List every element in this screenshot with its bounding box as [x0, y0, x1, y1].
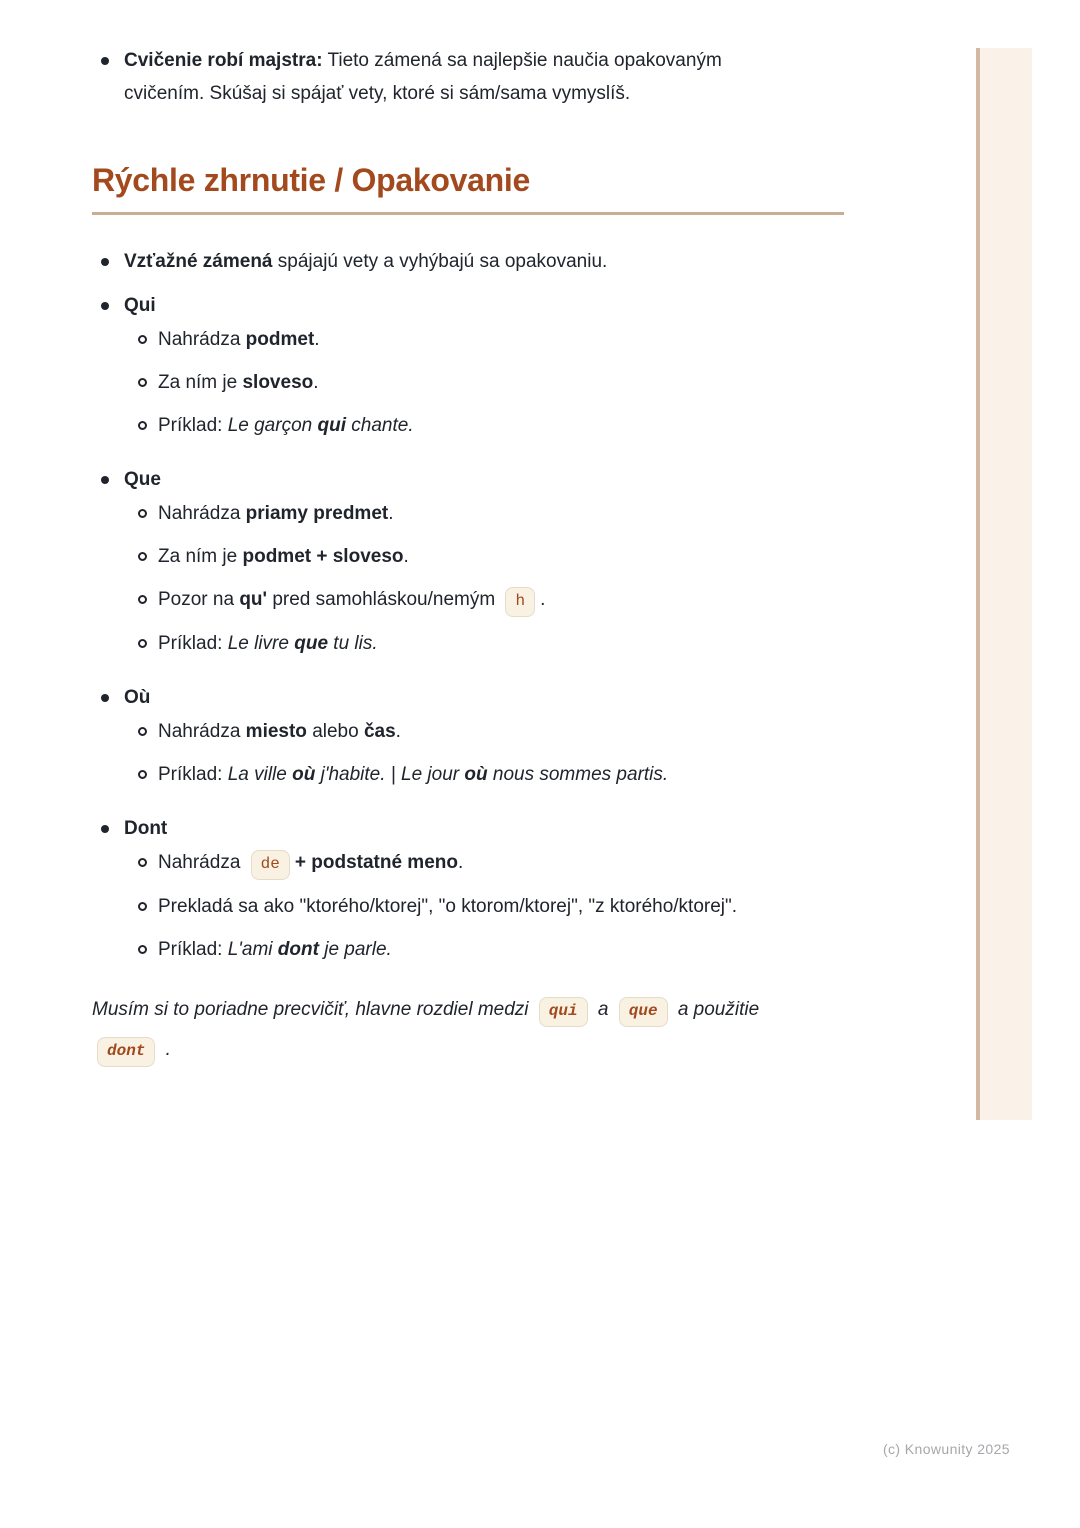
list-item-qui — [92, 289, 844, 322]
text: . — [457, 852, 464, 873]
bullet-circle-icon — [138, 639, 147, 648]
page-margin-strip — [976, 48, 1032, 1120]
example-keyword: que — [294, 633, 329, 654]
text: . — [403, 546, 409, 567]
ou-sublist — [92, 715, 844, 791]
bullet-circle-icon — [138, 378, 147, 387]
text: Nahrádza — [158, 721, 246, 742]
heading-rule — [92, 212, 844, 215]
example-text: Le garçon — [227, 415, 318, 436]
text: Musím si to poriadne precvičiť, hlavne rozdiel medzi — [92, 999, 534, 1020]
intro-line-1 — [124, 44, 722, 77]
example-text: je parle. — [318, 939, 392, 960]
bullet-circle-icon — [138, 552, 147, 561]
code-chip-h: h — [505, 587, 535, 617]
bullet-circle-icon — [138, 595, 147, 604]
bullet-circle-icon — [138, 945, 147, 954]
ou-title: Où — [124, 687, 151, 708]
text: Za ním je — [158, 372, 243, 393]
bold-text: qu' — [239, 589, 268, 610]
bold-text: + podstatné meno — [294, 852, 458, 873]
bold-text: podmet — [245, 329, 315, 350]
bullet-circle-icon — [138, 858, 147, 867]
bold-text: miesto — [245, 721, 307, 742]
text: Nahrádza — [158, 329, 246, 350]
bold-text: podmet + sloveso — [242, 546, 404, 567]
summary-intro-rest: spájajú vety a vyhýbajú sa opakovaniu. — [272, 251, 608, 272]
intro-bullet-item — [92, 44, 844, 110]
qui-example — [92, 409, 844, 442]
que-point-2 — [92, 540, 844, 573]
section-heading: Rýchle zhrnutie / Opakovanie — [92, 162, 530, 198]
list-item-que — [92, 463, 844, 496]
text: . — [540, 589, 546, 610]
footer-copyright: (c) Knowunity 2025 — [882, 1441, 1010, 1457]
example-text: Le livre — [227, 633, 295, 654]
ou-point-1 — [92, 715, 844, 748]
text: . — [388, 503, 394, 524]
text: Nahrádza — [158, 852, 246, 873]
qui-point-1 — [92, 323, 844, 356]
dont-sublist — [92, 846, 844, 966]
intro-rest: Tieto zámená sa najlepšie naučia opakovaným — [322, 50, 722, 71]
example-text: L'ami — [227, 939, 278, 960]
dont-point-1 — [92, 846, 844, 880]
example-keyword: qui — [317, 415, 346, 436]
example-label: Príklad: — [158, 939, 228, 960]
text: Za ním je — [158, 546, 243, 567]
qui-title: Qui — [124, 295, 156, 316]
list-item-intro — [92, 245, 844, 278]
bullet-circle-icon — [138, 902, 147, 911]
text: alebo — [306, 721, 364, 742]
qui-sublist — [92, 323, 844, 442]
closing-line-1 — [92, 990, 844, 1030]
bullet-dot-icon — [101, 694, 109, 702]
bullet-dot-icon — [101, 57, 109, 65]
text: Prekladá sa ako "ktorého/ktorej", "o ktorom/ktorej", "z ktorého/ktorej". — [158, 896, 738, 917]
bullet-dot-icon — [101, 302, 109, 310]
text: . — [160, 1039, 171, 1060]
bullet-circle-icon — [138, 509, 147, 518]
text: a — [592, 999, 614, 1020]
bullet-circle-icon — [138, 727, 147, 736]
code-chip-qui: qui — [539, 997, 588, 1027]
example-text: j'habite. | Le jour — [315, 764, 465, 785]
bold-text: sloveso — [242, 372, 314, 393]
ou-example — [92, 758, 844, 791]
que-point-3 — [92, 583, 844, 617]
text: . — [395, 721, 401, 742]
que-title: Que — [124, 469, 161, 490]
code-chip-de: de — [251, 850, 290, 880]
example-text: nous sommes partis. — [487, 764, 669, 785]
dont-title: Dont — [124, 818, 168, 839]
bold-text: čas — [363, 721, 396, 742]
example-label: Príklad: — [158, 415, 228, 436]
bullet-dot-icon — [101, 825, 109, 833]
que-sublist — [92, 497, 844, 660]
text: . — [314, 329, 320, 350]
notes-content — [92, 44, 844, 1070]
example-keyword: où — [292, 764, 316, 785]
bullet-dot-icon — [101, 258, 109, 266]
text: pred samohláskou/nemým — [267, 589, 501, 610]
summary-intro-bold: Vzťažné zámená — [124, 251, 273, 272]
code-chip-dont: dont — [97, 1037, 155, 1067]
example-label: Príklad: — [158, 764, 228, 785]
example-text: tu lis. — [328, 633, 378, 654]
bullet-dot-icon — [101, 476, 109, 484]
intro-bold-lead: Cvičenie robí majstra: — [124, 50, 323, 71]
list-item-dont — [92, 812, 844, 845]
que-example — [92, 627, 844, 660]
bullet-circle-icon — [138, 335, 147, 344]
dont-example — [92, 933, 844, 966]
bold-text: priamy predmet — [245, 503, 389, 524]
text: Nahrádza — [158, 503, 246, 524]
code-chip-que: que — [619, 997, 668, 1027]
list-item-ou — [92, 681, 844, 714]
text: a použitie — [672, 999, 760, 1020]
example-keyword: dont — [277, 939, 319, 960]
closing-line-2 — [92, 1030, 844, 1070]
example-text: chante. — [346, 415, 414, 436]
example-keyword: où — [464, 764, 488, 785]
intro-bullet-text — [124, 44, 722, 110]
dont-point-2 — [92, 890, 844, 923]
summary-list — [92, 245, 844, 966]
que-point-1 — [92, 497, 844, 530]
text: . — [313, 372, 319, 393]
closing-paragraph — [92, 990, 844, 1070]
qui-point-2 — [92, 366, 844, 399]
text: Pozor na — [158, 589, 240, 610]
example-label: Príklad: — [158, 633, 228, 654]
bullet-circle-icon — [138, 421, 147, 430]
intro-line-2: cvičením. Skúšaj si spájať vety, ktoré si sám/sama vymyslíš. — [124, 83, 631, 104]
example-text: La ville — [227, 764, 293, 785]
bullet-circle-icon — [138, 770, 147, 779]
